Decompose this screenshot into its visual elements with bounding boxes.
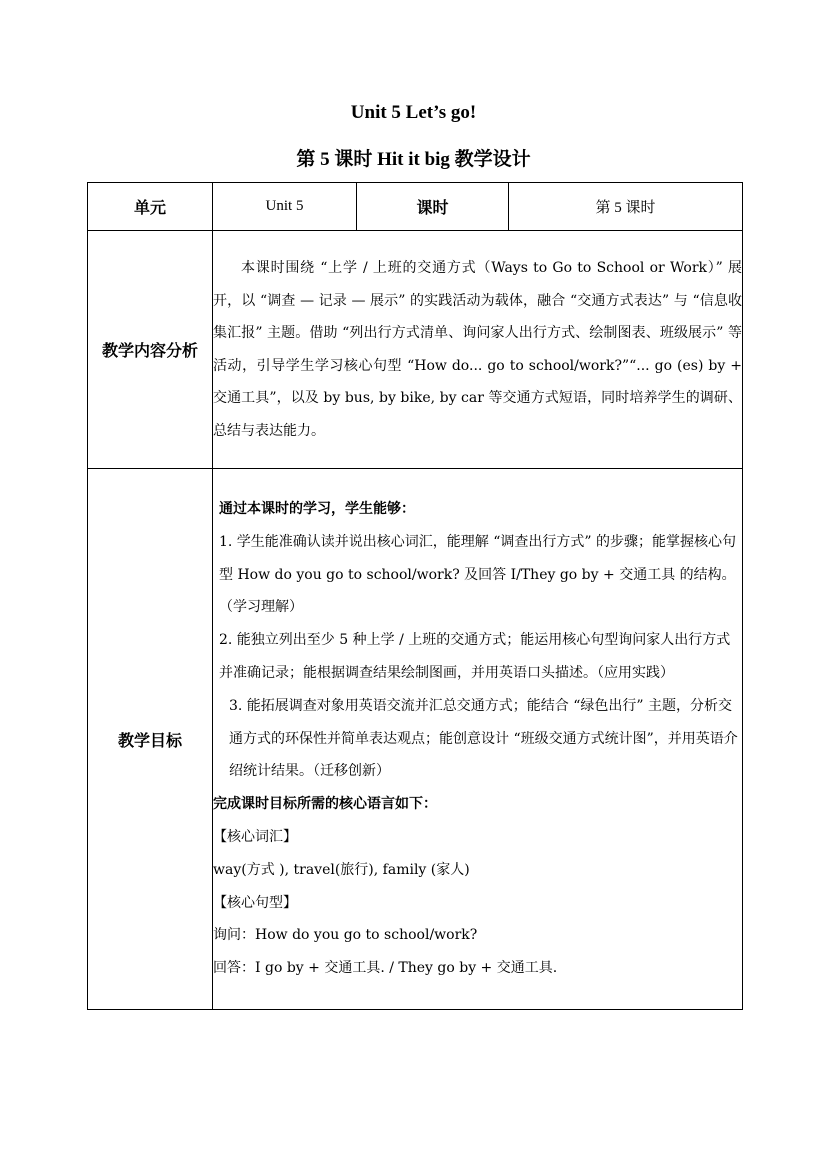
core-sentence-ask: 询问：How do you go to school/work? — [213, 927, 478, 944]
period-label: 课时 — [357, 183, 509, 231]
objective-item-1: 1. 学生能准确认读并说出核心词汇，能理解 “调查出行方式” 的步骤；能掌握核心句型 How do you go to school/work? 及回答 I/They go by + 交通工具 的结构。（学习理解） — [219, 533, 737, 616]
core-vocab-heading: 【核心词汇】 — [213, 828, 297, 845]
objective-item-3: 3. 能拓展调查对象用英语交流并汇总交通方式；能结合 “绿色出行” 主题，分析交通方式的环保性并简单表达观点；能创意设计 “班级交通方式统计图”，并用英语介绍统计结果。（迁移创新） — [229, 697, 738, 780]
core-language-heading: 完成课时目标所需的核心语言如下： — [213, 796, 437, 813]
objective-item-2: 2. 能独立列出至少 5 种上学 / 上班的交通方式；能运用核心句型询问家人出行方式并准确记录；能根据调查结果绘制图画，并用英语口头描述。（应用实践） — [219, 632, 731, 681]
objectives-lead: 通过本课时的学习，学生能够： — [219, 501, 415, 518]
objectives-label: 教学目标 — [88, 469, 213, 1010]
analysis-label: 教学内容分析 — [88, 231, 213, 469]
objectives-row — [88, 469, 743, 1010]
period-value: 第 5 课时 — [509, 183, 743, 231]
document-title: Unit 5 Let’s go! — [350, 102, 477, 123]
core-sentence-answer: 回答：I go by + 交通工具. / They go by + 交通工具. — [213, 960, 558, 977]
unit-value: Unit 5 — [213, 183, 357, 231]
unit-label: 单元 — [88, 183, 213, 231]
analysis-cell — [213, 231, 743, 469]
unit-row — [88, 183, 743, 231]
analysis-text: 本课时围绕 “上学 / 上班的交通方式（Ways to Go to School or Work）” 展开，以 “调查 — 记录 — 展示” 的实践活动为载体，融合 “交通方式表达” 与 “信息收集汇报” 主题。借助 “列出行方式清单、询问家人出行方式、绘制图表、班级展示” 等活动，引导学生学习核心句型 “How do... go to school/work?”“... go (es) by + 交通工具”，以及 by bus, by bike, by car 等交通方式短语，同时培养学生的调研、总结与表达能力。 — [213, 260, 742, 439]
analysis-row — [88, 231, 743, 469]
core-sentence-heading: 【核心句型】 — [213, 894, 297, 911]
objectives-cell — [213, 469, 743, 1010]
core-vocab-text: way(方式 ), travel(旅行), family (家人) — [213, 861, 470, 878]
document-subtitle: 第 5 课时 Hit it big 教学设计 — [296, 149, 531, 170]
lesson-design-table — [87, 182, 743, 1010]
